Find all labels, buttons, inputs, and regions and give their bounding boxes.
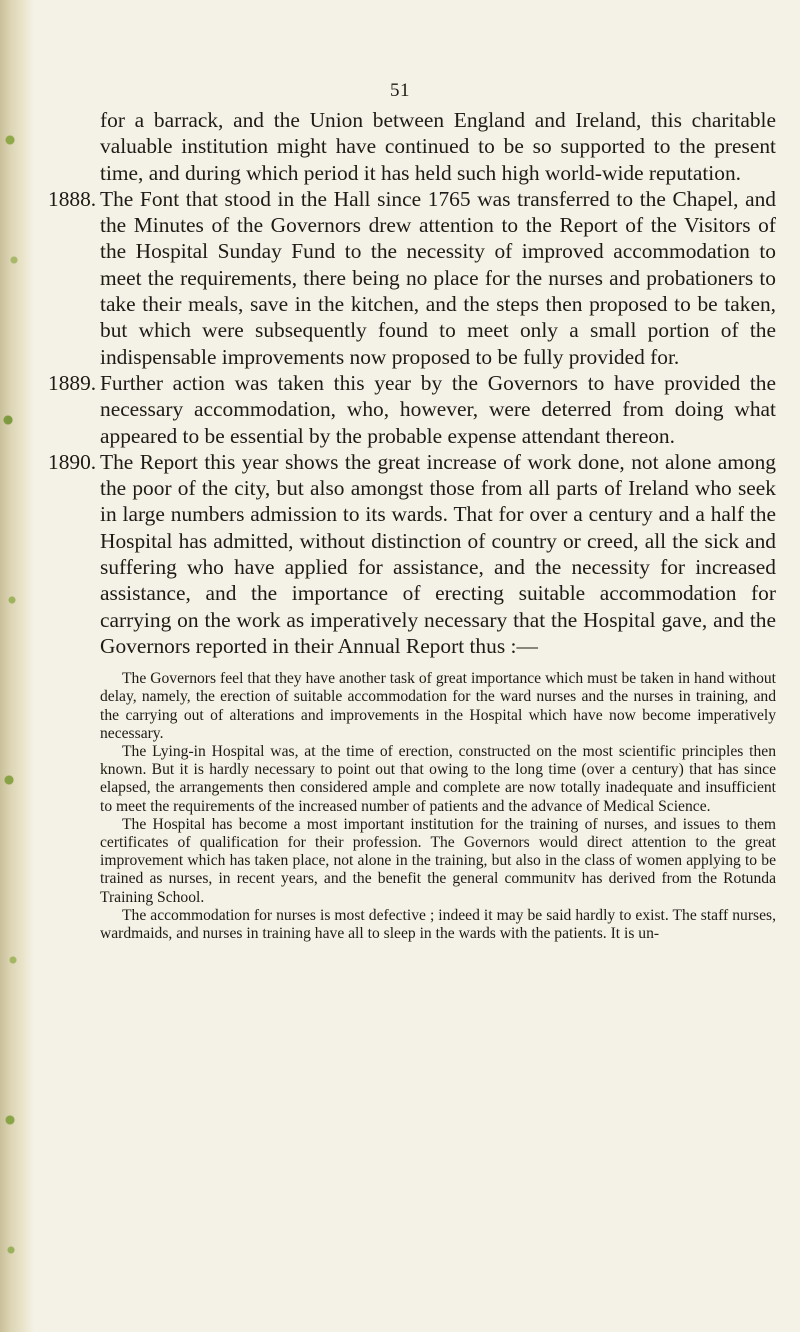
quote-paragraph: The accommodation for nurses is most defective ; indeed it may be said hardly to exist. The staff nurses, wardmaids, and nurses in training have all to sleep in the wards with the patients. It is un- (100, 906, 776, 943)
entry-text: The Font that stood in the Hall since 1765 was transferred to the Chapel, and the Minutes of the Governors drew attention to the Report of the Visitors of the Hospital Sunday Fund to the necessity of improved accommodation to meet the requirements, there being no place for the nurses and probationers to take their meals, save in the kitchen, and the steps then proposed to be taken, but which were subsequently found to meet only a small portion of the indispensable improvements now proposed to be fully provided for. (100, 186, 776, 369)
quote-paragraph: The Lying-in Hospital was, at the time of erection, constructed on the most scientific principles then known. But it is hardly necessary to point out that owing to the long time (over a century) that has since elapsed, the arrangements then considered ample and complete are now totally inadequate and insufficient to meet the requirements of the increased number of patients and the advance of Medical Science. (100, 743, 776, 815)
entry-1890 (48, 449, 776, 659)
binding-stain-marks (2, 0, 22, 1332)
page-number: 51 (390, 80, 410, 101)
entry-text: The Report this year shows the great increase of work done, not alone among the poor of the city, but also amongst those from all parts of Ireland who seek in large numbers admission to its wards. That for over a century and a half the Hospital has admitted, without distinction of country or creed, all the sick and suffering who have applied for assistance, and the necessity for increased assistance, and the importance of erecting suitable accommodation for carrying on the work as imperatively necessary that the Hospital gave, and the Governors reported in their Annual Report thus :— (100, 449, 776, 658)
entry-text: Further action was taken this year by the Governors to have provided the necessary accommodation, who, however, were deterred from doing what appeared to be essential by the probable expense attendant thereon. (100, 370, 776, 448)
quoted-annual-report (100, 670, 776, 943)
page-body (48, 107, 776, 943)
entry-1889 (48, 370, 776, 449)
entry-year: 1889. (48, 370, 97, 395)
opening-paragraph: for a barrack, and the Union between England and Ireland, this charitable valuable institution might have continued to be so supported to the present time, and during which period it has held such high world-wide reputation. (100, 108, 776, 185)
quote-paragraph: The Governors feel that they have another task of great importance which must be taken in hand without delay, namely, the erection of suitable accommodation for the ward nurses and the nurses in training, and the carrying out of alterations and improvements in the Hospital which have now become imperatively necessary. (100, 670, 776, 742)
entry-year: 1888. (48, 186, 97, 211)
quote-paragraph: The Hospital has become a most important institution for the training of nurses, and issues to them certificates of qualification for their profession. The Governors would direct attention to the great improvement which has taken place, not alone in the training, but also in the class of women applying to be trained as nurses, in recent years, and the benefit the general communitv has derived from the Rotunda Training School. (100, 815, 776, 906)
entry-year: 1890. (48, 449, 97, 474)
entry-1888 (48, 186, 776, 370)
